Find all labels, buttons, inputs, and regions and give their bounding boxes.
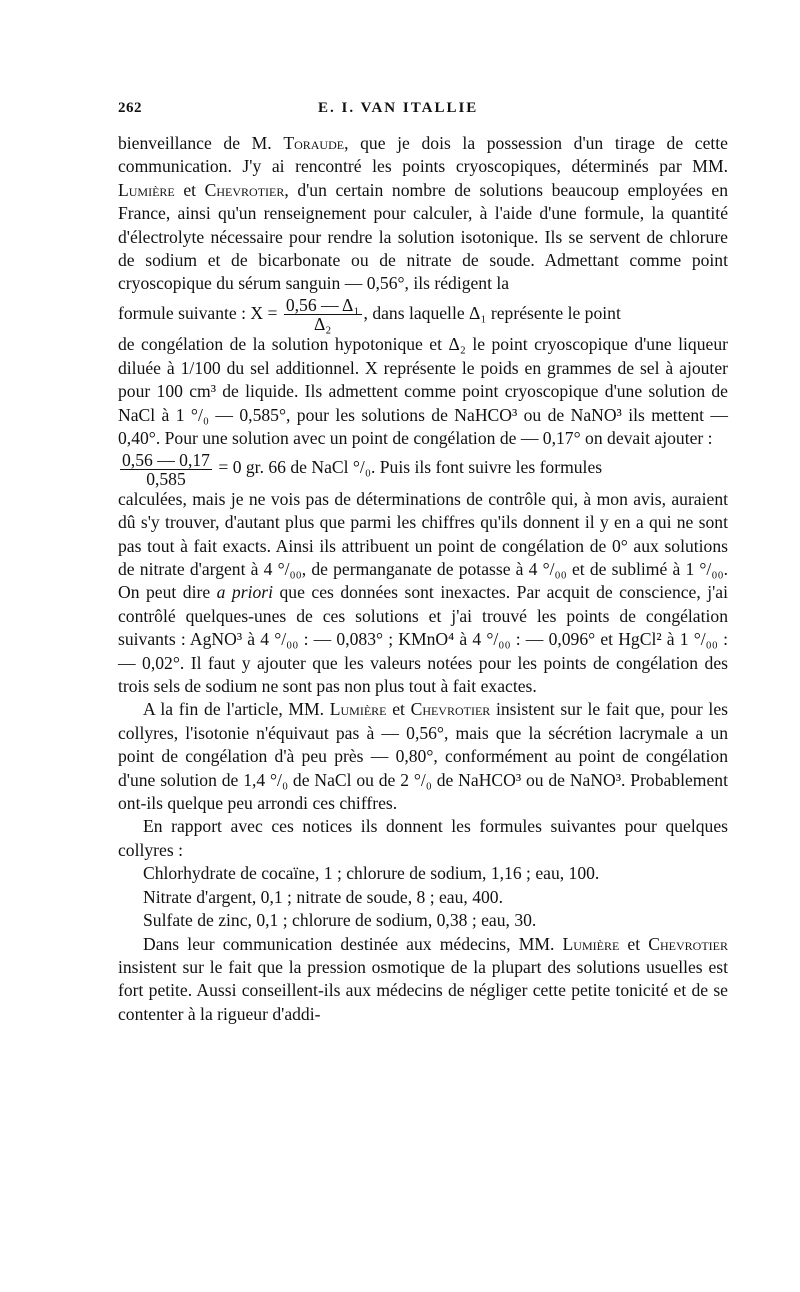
running-header (118, 100, 728, 128)
paragraph-3: En rapport avec ces notices ils donnent les formules suivantes pour quelques collyres : (118, 816, 728, 860)
formula-line-1: formule suivante : X = $\frac{\text{0,56 — Δ₁}}{\text{Δ₂}}$ , dans laquelle Δ₁ représente le point (118, 295, 621, 335)
body-text (118, 132, 728, 1026)
fraction-x: $\frac{\text{0,56 — Δ₁}}{\text{Δ₂}}$ (285, 295, 360, 335)
author-name: Lumière (562, 933, 620, 954)
fraction-nacl: $\frac{0,56 — 0,17}{0,585}$ (122, 449, 210, 489)
author-name: Toraude (283, 133, 345, 153)
author-name: Lumière (118, 179, 175, 200)
author-name: Lumière (329, 699, 387, 720)
formula-item: Nitrate d'argent, 0,1 ; nitrate de soude, 8 ; eau, 400. (143, 886, 503, 907)
paragraph-1-end: calculées, mais je ne vois pas de déterminations de contrôle qui, à mon avis, auraient dû s'y trouver, d'autant plus que parmi les chiffres qu'ils donnent il y en a qui ne sont pas tout à fait exacts. Ainsi ils attribuent un point de congélation de 0° aux solutions de nitrate d'argent à 4 °/₀₀, de permanganate de potasse à 4 °/₀₀ et de sublimé à 1 °/₀₀. On peut dire a priori que ces données sont inexactes. Par acquit de conscience, j'ai contrôlé quelques-unes de ces solutions et j'ai trouvé les points de congélation suivants : AgNO³ à 4 °/₀₀ : — 0,083° ; KMnO⁴ à 4 °/₀₀ : — 0,096° et HgCl² à 1 °/₀₀ : — 0,02°. Il faut y ajouter que les valeurs notées pour les points de congélation des trois sels de sodium ne sont pas non plus tout à fait exactes. (118, 488, 729, 697)
page (118, 100, 728, 1026)
author-name: Chevrotier (410, 699, 491, 720)
paragraph-2: A la fin de l'article, MM. Lumière et Chevrotier insistent sur le fait que, pour les collyres, l'isotonie n'équivaut pas à — 0,56°, mais que la sécrétion lacrymale a un point de congélation d'à peu près — 0,80°, conformément au point de congélation d'une solution de 1,4 °/₀ de NaCl ou de 2 °/₀ de NaHCO³ ou de NaNO³. Probablement ont-ils quelque peu arrondi ces chiffres. (118, 699, 728, 814)
running-title: E. I. VAN ITALLIE (318, 100, 479, 116)
formula-item: Chlorhydrate de cocaïne, 1 ; chlorure de sodium, 1,16 ; eau, 100. (143, 863, 600, 884)
a-priori: a priori (216, 582, 273, 603)
paragraph-1: bienveillance de M. Toraude, que je dois la possession d'un tirage de cette communication. J'y ai rencontré les points cryoscopiques, déterminés par MM. Lumière et Chevrotier, d'un certain nombre de solutions beaucoup employées en France, ainsi qu'un renseignement pour calculer, à l'aide d'une formule, la quantité d'électrolyte nécessaire pour rendre la solution isotonique. Ils se servent de chlorure de sodium et de bicarbonate ou de nitrate de soude. Admettant comme point cryoscopique du sérum sanguin — 0,56°, ils rédigent la (118, 133, 729, 294)
formula-line-2: $\frac{0,56 — 0,17}{0,585}$ = 0 gr. 66 de NaCl °/₀. Puis ils font suivre les formules (122, 449, 603, 489)
formula-item: Sulfate de zinc, 0,1 ; chlorure de sodium, 0,38 ; eau, 30. (143, 910, 537, 931)
paragraph-1-cont: de congélation de la solution hypotonique et Δ₂ le point cryoscopique d'une liqueur diluée à 1/100 du sel additionnel. X représente le poids en grammes de sel à ajouter pour 100 cm³ de liquide. Ils admettent comme point cryoscopique d'une solution de NaCl à 1 °/₀ — 0,585°, pour les solutions de NaHCO³ ou de NaNO³ ils mettent — 0,40°. Pour une solution avec un point de congélation de — 0,17° on devait ajouter : (118, 334, 728, 448)
page-number: 262 (118, 100, 142, 116)
paragraph-4: Dans leur communication destinée aux médecins, MM. Lumière et Chevrotier insistent sur le fait que la pression osmotique de la plupart des solutions usuelles est fort petite. Aussi conseillent-ils aux médecins de négliger cette petite tonicité et de se contenter à la rigueur d'addi- (118, 933, 728, 1024)
author-name: Chevrotier (648, 933, 728, 954)
author-name: Chevrotier (204, 179, 285, 200)
